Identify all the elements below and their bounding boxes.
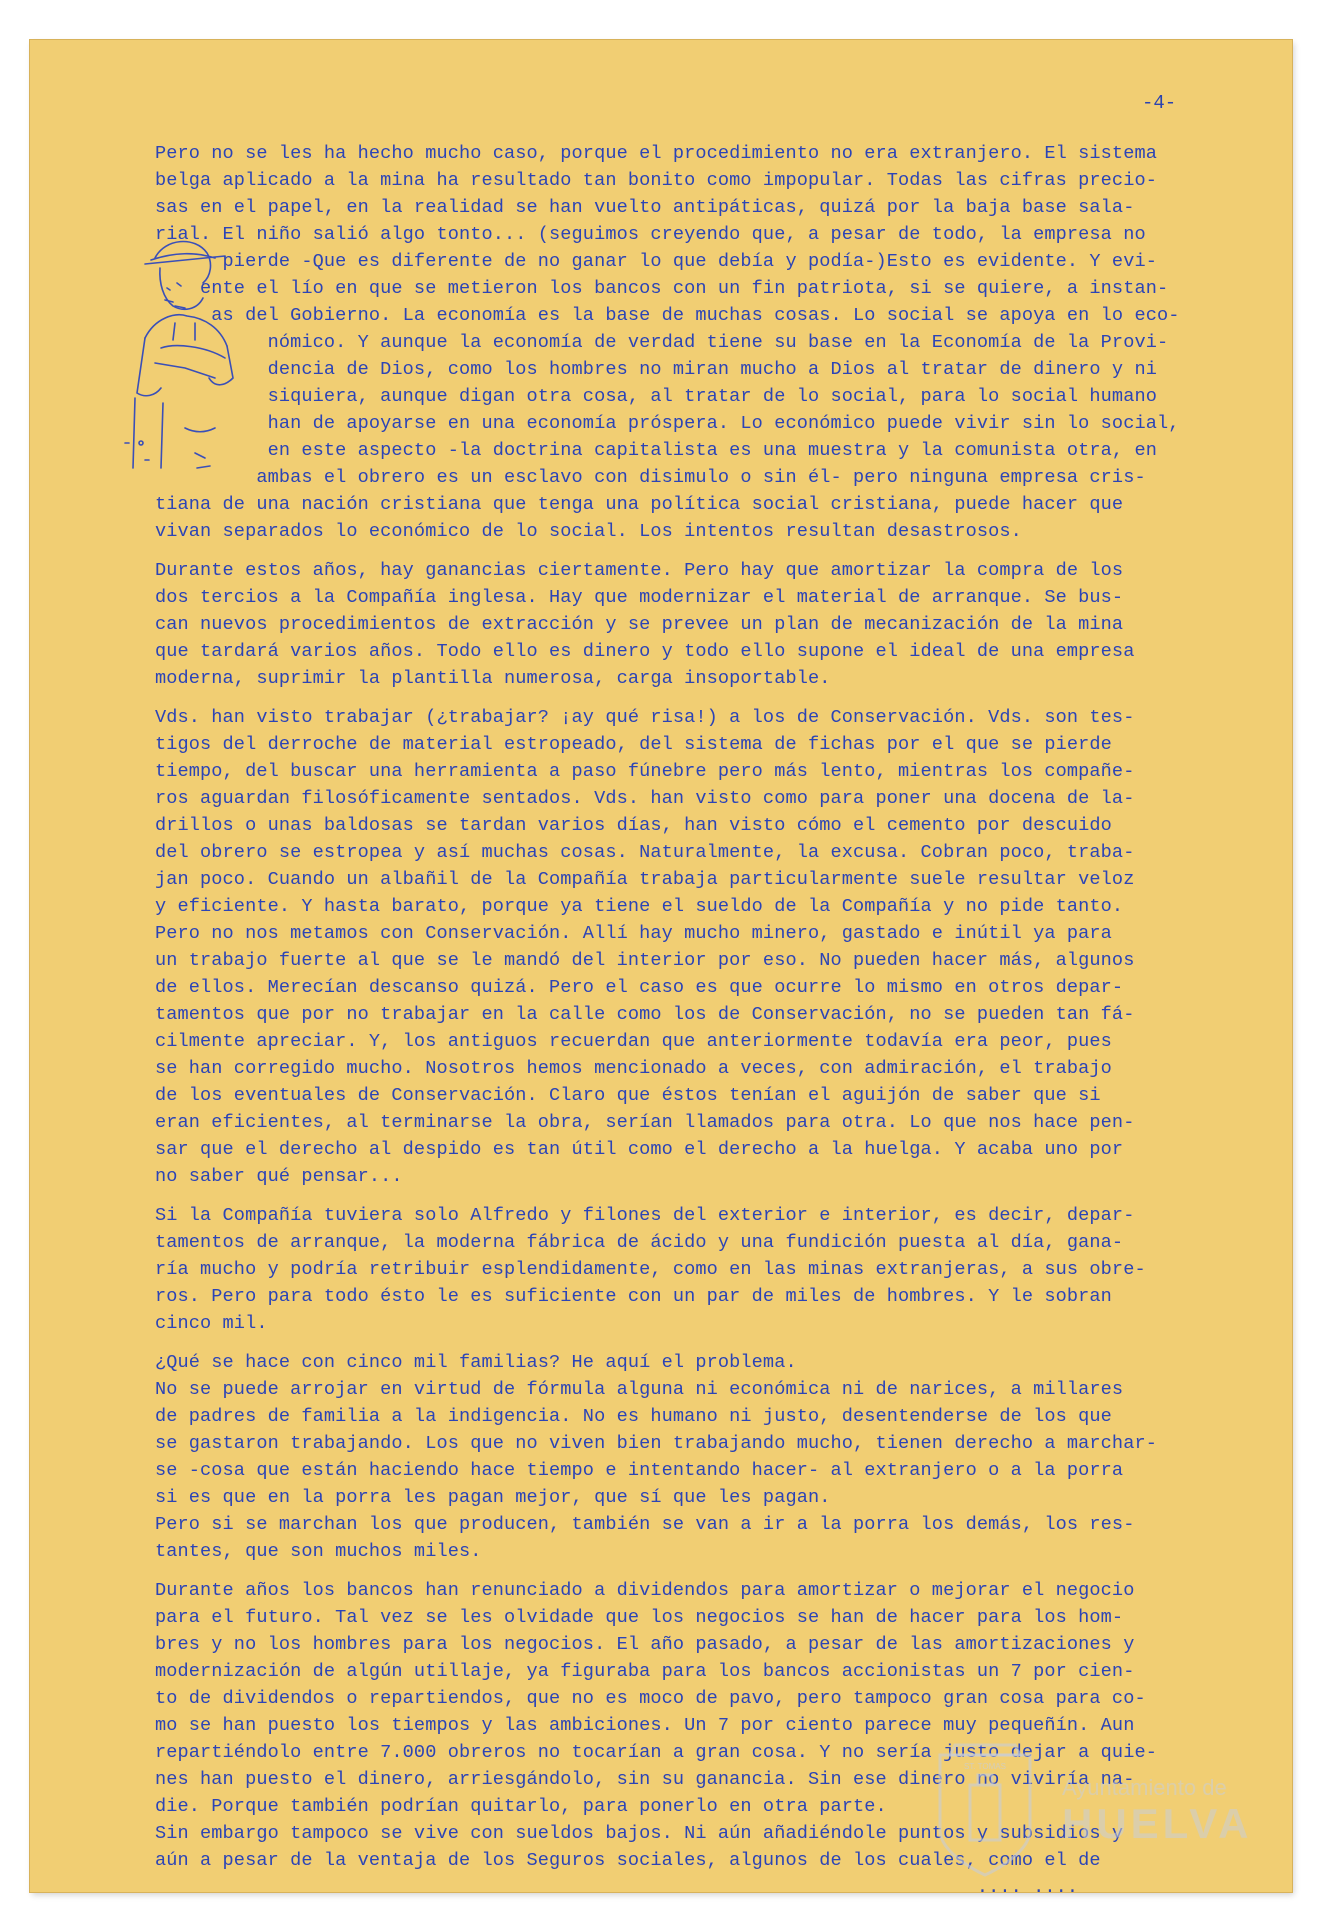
text-line: han de apoyarse en una economía próspera. Lo económico puede vivir sin lo social,: [155, 413, 1180, 434]
text-line: to de dividendos o repartiendos, que no es moco de pavo, pero tampoco gran cosa para co-: [155, 1688, 1146, 1709]
text-line: un trabajo fuerte al que se le mandó del interior por eso. No pueden hacer más, algunos: [155, 950, 1135, 971]
text-line: tamentos de arranque, la moderna fábrica de ácido y una fundición puesta al día, gana-: [155, 1232, 1124, 1253]
text-line: ¿Qué se hace con cinco mil familias? He aquí el problema.: [155, 1352, 797, 1373]
watermark-seal-text: ST. TOMAS: [964, 1762, 1006, 1771]
text-line: que tardará varios años. Todo ello es dinero y todo ello supone el ideal de una empresa: [155, 641, 1135, 662]
text-line: eran eficientes, al terminarse la obra, serían llamados para otra. Lo que nos hace pen-: [155, 1112, 1135, 1133]
text-line: bres y no los hombres para los negocios. El año pasado, a pesar de las amortizaciones y: [155, 1634, 1135, 1655]
text-line: se -cosa que están haciendo hace tiempo e intentando hacer- al extranjero o a la porra: [155, 1460, 1124, 1481]
text-line: si es que en la porra les pagan mejor, que sí que les pagan.: [155, 1487, 831, 1508]
paragraph: [155, 1202, 1255, 1337]
text-line: as del Gobierno. La economía es la base de muchas cosas. Lo social se apoya en lo eco-: [155, 305, 1180, 326]
paragraph: [155, 1349, 1255, 1565]
text-line: de los eventuales de Conservación. Claro que éstos tenían el aguijón de saber que si: [155, 1085, 1101, 1106]
text-line: siquiera, aunque digan otra cosa, al tratar de lo social, para lo social humano: [155, 386, 1157, 407]
text-line: Si la Compañía tuviera solo Alfredo y filones del exterior e interior, es decir, depar-: [155, 1205, 1135, 1226]
text-line: tigos del derroche de material estropeado, del sistema de fichas por el que se pierde: [155, 734, 1112, 755]
text-line: moderna, suprimir la plantilla numerosa, carga insoportable.: [155, 668, 831, 689]
text-line: para el futuro. Tal vez se les olvidade que los negocios se han de hacer para los hom-: [155, 1607, 1124, 1628]
text-line: cilmente apreciar. Y, los antiguos recuerdan que anteriormente todavía era peor, pues: [155, 1031, 1112, 1052]
text-line: vivan separados lo económico de lo social. Los intentos resultan desastrosos.: [155, 521, 1022, 542]
text-line: Durante años los bancos han renunciado a dividendos para amortizar o mejorar el negocio: [155, 1580, 1135, 1601]
paragraph: [155, 704, 1255, 1190]
text-line: dencia de Dios, como los hombres no miran mucho a Dios al tratar de dinero y ni: [155, 359, 1157, 380]
document-body: [155, 140, 1255, 1913]
text-line: ambas el obrero es un esclavo con disimulo o sin él- pero ninguna empresa cris-: [155, 467, 1146, 488]
text-line: dos tercios a la Compañía inglesa. Hay que modernizar el material de arranque. Se bus-: [155, 587, 1124, 608]
text-line: tiempo, del buscar una herramienta a paso fúnebre pero más lento, mientras los compañe-: [155, 761, 1135, 782]
text-line: se han corregido mucho. Nosotros hemos mencionado a veces, con admiración, el trabajo: [155, 1058, 1112, 1079]
text-line: nómico. Y aunque la economía de verdad tiene su base en la Economía de la Provi-: [155, 332, 1169, 353]
text-line: no saber qué pensar...: [155, 1166, 403, 1187]
text-line: se gastaron trabajando. Los que no viven bien trabajando mucho, tienen derecho a marchar-: [155, 1433, 1157, 1454]
text-line: Pero si se marchan los que producen, también se van a ir a la porra los demás, los res-: [155, 1514, 1135, 1535]
text-line: Pero no se les ha hecho mucho caso, porque el procedimiento no era extranjero. El sistema: [155, 143, 1157, 164]
text-line: aún a pesar de la ventaja de los Seguros sociales, algunos de los cuales, como el de: [155, 1850, 1101, 1871]
text-line: nes han puesto el dinero, arriesgándolo, sin su ganancia. Sin ese dinero no viviría na-: [155, 1769, 1135, 1790]
text-line: Vds. han visto trabajar (¿trabajar? ¡ay qué risa!) a los de Conservación. Vds. son tes-: [155, 707, 1135, 728]
text-line: mo se han puesto los tiempos y las ambiciones. Un 7 por ciento parece muy pequeñín. Aun: [155, 1715, 1135, 1736]
watermark-line2: HUELVA: [1062, 1800, 1253, 1847]
text-line: ría mucho y podría retribuir esplendidamente, como en las minas extranjeras, a sus obre-: [155, 1259, 1146, 1280]
text-line: ros. Pero para todo ésto le es suficiente con un par de miles de hombres. Y le sobran: [155, 1286, 1112, 1307]
text-line: Durante estos años, hay ganancias ciertamente. Pero hay que amortizar la compra de los: [155, 560, 1124, 581]
text-line: No se puede arrojar en virtud de fórmula alguna ni económica ni de narices, a millares: [155, 1379, 1124, 1400]
text-line: tamentos que por no trabajar en la calle como los de Conservación, no se pueden tan fá-: [155, 1004, 1135, 1025]
text-line: repartiéndolo entre 7.000 obreros no tocarían a gran cosa. Y no sería justo dejar a quie-: [155, 1742, 1157, 1763]
text-line: jan poco. Cuando un albañil de la Compañía trabaja particularmente suele resultar veloz: [155, 869, 1135, 890]
text-line: y eficiente. Y hasta barato, porque ya tiene el sueldo de la Compañía y no pide tanto.: [155, 896, 1124, 917]
text-line: en este aspecto -la doctrina capitalista es una muestra y la comunista otra, en: [155, 440, 1157, 461]
text-line: ros aguardan filosóficamente sentados. Vds. han visto como para poner una docena de la-: [155, 788, 1135, 809]
text-line: tantes, que son muchos miles.: [155, 1541, 482, 1562]
text-line: drillos o unas baldosas se tardan varios días, han visto cómo el cemento por descuido: [155, 815, 1112, 836]
text-line: die. Porque también podrían quitarlo, para ponerlo en otra parte.: [155, 1796, 887, 1817]
text-line: belga aplicado a la mina ha resultado tan bonito como impopular. Todas las cifras precio-: [155, 170, 1157, 191]
text-line: Pero no nos metamos con Conservación. Allí hay mucho minero, gastado e inútil ya para: [155, 923, 1112, 944]
watermark-line1: Ayuntamiento de: [1062, 1775, 1227, 1800]
text-line: de padres de familia a la indigencia. No es humano ni justo, desentenderse de los que: [155, 1406, 1112, 1427]
text-line: ente el lío en que se metieron los bancos con un fin patriota, si se quiere, a instan-: [155, 278, 1169, 299]
paragraph: [155, 557, 1255, 692]
text-line: Sin embargo tampoco se vive con sueldos bajos. Ni aún añadiéndole puntos y subsidios y: [155, 1823, 1124, 1844]
text-line: can nuevos procedimientos de extracción y se prevee un plan de mecanización de la mina: [155, 614, 1124, 635]
text-line: tiana de una nación cristiana que tenga una política social cristiana, puede hacer que: [155, 494, 1124, 515]
text-line: cinco mil.: [155, 1313, 268, 1334]
text-line: modernización de algún utillaje, ya figuraba para los bancos accionistas un 7 por cien-: [155, 1661, 1135, 1682]
text-line: rial. El niño salió algo tonto... (seguimos creyendo que, a pesar de todo, la empresa no: [155, 224, 1146, 245]
text-line: de ellos. Merecían descanso quizá. Pero el caso es que ocurre lo mismo en otros depar-: [155, 977, 1124, 998]
paragraph: [155, 140, 1255, 545]
text-line: .... ....: [155, 1877, 1079, 1898]
text-line: sas en el papel, en la realidad se han vuelto antipáticas, quizá por la baja base sala-: [155, 197, 1135, 218]
text-line: sar que el derecho al despido es tan útil como el derecho a la huelga. Y acaba uno por: [155, 1139, 1124, 1160]
text-line: del obrero se estropea y así muchas cosas. Naturalmente, la excusa. Cobran poco, traba-: [155, 842, 1135, 863]
page-number: -4-: [1142, 92, 1177, 114]
text-line: pierde -Que es diferente de no ganar lo que debía y podía-)Esto es evidente. Y evi-: [155, 251, 1157, 272]
